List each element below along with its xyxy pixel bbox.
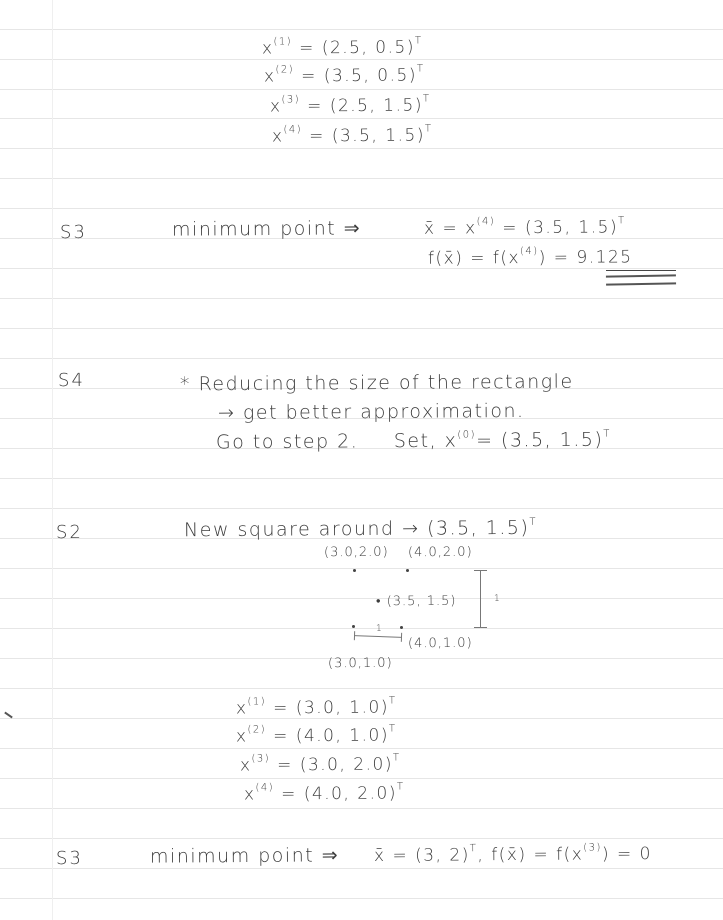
point-line bbox=[236, 697, 397, 718]
transpose-mark: T bbox=[422, 93, 431, 105]
corner-dot bbox=[352, 625, 355, 628]
function-value-equation bbox=[428, 247, 633, 268]
point-label: x bbox=[269, 96, 282, 117]
rule-line bbox=[0, 508, 723, 509]
rule-line bbox=[0, 568, 723, 569]
step-label: S3 bbox=[59, 221, 87, 244]
rule-line bbox=[0, 238, 723, 239]
new-square-line bbox=[184, 517, 537, 541]
minimum-point-result bbox=[374, 844, 652, 866]
rule-line bbox=[0, 328, 723, 329]
rule-line bbox=[0, 268, 723, 269]
transpose-mark: T bbox=[529, 516, 538, 528]
transpose-mark: T bbox=[416, 63, 425, 75]
point-value: = (4.0, 1.0) bbox=[273, 725, 390, 747]
rule-line bbox=[0, 59, 723, 60]
corner-label-top-left: (3.0,2.0) bbox=[323, 544, 389, 561]
rule-line bbox=[0, 868, 723, 869]
transpose-mark: T bbox=[424, 123, 433, 135]
transpose-mark: T bbox=[392, 752, 401, 764]
transpose-mark: T bbox=[603, 428, 611, 440]
rule-line bbox=[0, 478, 723, 479]
center-label: • (3.5, 1.5) bbox=[375, 593, 457, 610]
center-point: (3.5, 1.5) bbox=[426, 516, 530, 540]
set-text: Set, x bbox=[393, 429, 458, 453]
equation-part: , f(x̄) = f(x bbox=[477, 844, 584, 866]
s4-line-1: * Reducing the size of the rectangle bbox=[179, 370, 574, 396]
point-superscript: (2) bbox=[275, 64, 295, 76]
s4-line-2: → get better approximation. bbox=[217, 399, 525, 425]
point-label: x bbox=[243, 784, 256, 805]
point-label: x bbox=[235, 726, 248, 747]
rule-line bbox=[0, 358, 723, 359]
point-superscript: (1) bbox=[273, 36, 293, 48]
point-superscript: (1) bbox=[247, 696, 267, 708]
transpose-mark: T bbox=[617, 215, 626, 227]
point-superscript: (2) bbox=[247, 724, 267, 736]
point-label: x bbox=[261, 38, 274, 59]
point-superscript: (0) bbox=[457, 429, 477, 441]
minimum-point-text: minimum point ⇒ bbox=[149, 844, 340, 868]
rule-line bbox=[0, 298, 723, 299]
point-label: x bbox=[235, 698, 248, 719]
equation-part: f(x̄) = f(x bbox=[427, 248, 521, 269]
step-label: S2 bbox=[55, 521, 83, 544]
point-label: x bbox=[263, 66, 276, 87]
function-value: ) = 0 bbox=[601, 844, 653, 865]
point-value: = (3.0, 1.0) bbox=[273, 697, 390, 719]
point-value: = (3.0, 2.0) bbox=[277, 754, 394, 776]
step-label: S3 bbox=[55, 847, 83, 870]
equation-part: = x bbox=[442, 218, 477, 239]
go-to-step-text: Go to step 2. bbox=[215, 430, 359, 454]
corner-dot bbox=[406, 569, 409, 572]
rule-line bbox=[0, 718, 723, 719]
point-line bbox=[270, 95, 431, 116]
point-superscript: (4) bbox=[255, 782, 275, 794]
double-underline-scribble bbox=[606, 274, 676, 285]
minimum-point-equation bbox=[424, 217, 626, 238]
horizontal-dimension-line bbox=[354, 635, 402, 638]
rule-line bbox=[0, 118, 723, 119]
point-line bbox=[264, 65, 425, 86]
rule-line bbox=[0, 898, 723, 899]
underline bbox=[606, 270, 676, 271]
transpose-mark: T bbox=[469, 843, 478, 855]
corner-label-bottom-right: (4.0,1.0) bbox=[407, 635, 473, 652]
rule-line bbox=[0, 178, 723, 179]
rule-line bbox=[0, 29, 723, 30]
rule-line bbox=[0, 808, 723, 809]
corner-label-top-right: (4.0,2.0) bbox=[407, 544, 473, 561]
margin-line bbox=[52, 0, 53, 920]
equation-part: ) = bbox=[538, 247, 570, 268]
rule-line bbox=[0, 208, 723, 209]
point-value: = (4.0, 2.0) bbox=[281, 783, 398, 805]
point-superscript: (4) bbox=[476, 216, 496, 228]
point-superscript: (4) bbox=[519, 245, 539, 258]
rule-line bbox=[0, 838, 723, 839]
point-value: = (3.5, 1.5) bbox=[475, 428, 604, 452]
new-square-text: New square around → bbox=[183, 517, 420, 542]
point-value: = (2.5, 0.5) bbox=[299, 37, 416, 59]
point-line bbox=[240, 754, 401, 775]
vertical-dimension-arrow bbox=[480, 570, 481, 628]
point-superscript: (3) bbox=[251, 753, 271, 765]
x-bar: x̄ bbox=[373, 845, 386, 866]
horizontal-length-label: 1 bbox=[375, 623, 383, 635]
transpose-mark: T bbox=[388, 695, 397, 707]
point-superscript: (3) bbox=[281, 94, 301, 106]
vertical-length-label: 1 bbox=[493, 593, 501, 605]
function-value: 9.125 bbox=[576, 247, 633, 268]
rule-line bbox=[0, 748, 723, 749]
corner-dot bbox=[353, 569, 356, 572]
point-label: x bbox=[239, 755, 252, 776]
rule-line bbox=[0, 688, 723, 689]
s4-line-3 bbox=[216, 429, 611, 454]
point-line bbox=[244, 783, 405, 804]
corner-label-bottom-left: (3.0,1.0) bbox=[327, 655, 393, 672]
rule-line bbox=[0, 628, 723, 629]
transpose-mark: T bbox=[414, 35, 423, 47]
x-bar: x̄ bbox=[423, 218, 436, 239]
corner-dot bbox=[400, 626, 403, 629]
rule-line bbox=[0, 778, 723, 779]
point-label: x bbox=[271, 126, 284, 147]
point-superscript: (3) bbox=[583, 842, 602, 854]
point-value: = (3.5, 1.5) bbox=[309, 125, 426, 147]
point-value: = (3.5, 0.5) bbox=[301, 65, 418, 87]
point-value: = (3, 2) bbox=[392, 845, 470, 866]
rule-line bbox=[0, 89, 723, 90]
minimum-point-text: minimum point ⇒ bbox=[171, 217, 362, 241]
step-label: S4 bbox=[57, 369, 85, 392]
point-line bbox=[236, 725, 397, 746]
point-superscript: (4) bbox=[283, 124, 303, 136]
rule-line bbox=[0, 148, 723, 149]
transpose-mark: T bbox=[396, 781, 405, 793]
point-value: = (2.5, 1.5) bbox=[307, 95, 424, 117]
rule-line bbox=[0, 598, 723, 599]
transpose-mark: T bbox=[388, 723, 397, 735]
point-value: = (3.5, 1.5) bbox=[502, 217, 619, 239]
point-line bbox=[272, 125, 433, 146]
point-line bbox=[262, 37, 423, 58]
